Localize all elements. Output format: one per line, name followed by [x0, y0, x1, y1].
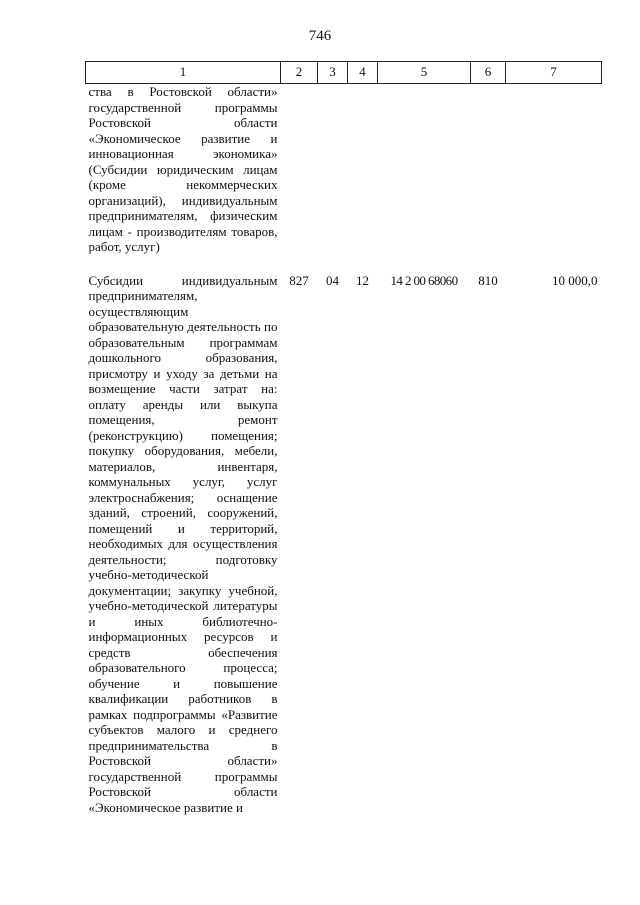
header-col-3: 3 [318, 62, 348, 84]
row-ministry-code [281, 84, 318, 273]
header-col-2: 2 [281, 62, 318, 84]
row-subsection: 12 [356, 272, 369, 288]
row-description: ства в Ростовской области» государственной программы Ростовской области «Экономическое развитие и инновационная экономика» (Субсидии юридическим лицам (кроме некоммерческих организаций), индивидуальным предпринимателям, физическим лицам - производителям товаров, работ, услуг) [88, 84, 278, 254]
row-section [318, 84, 348, 273]
page-number: 746 [308, 28, 332, 44]
row-target-article: 14 2 00 68060 [390, 272, 458, 288]
header-col-1: 1 [86, 62, 281, 84]
row-target-article [378, 84, 471, 273]
row-ministry-code: 827 [289, 272, 309, 288]
row-subsection [348, 84, 378, 273]
row-amount [506, 84, 602, 273]
row-expense-type: 810 [478, 272, 498, 288]
table-row [86, 273, 602, 816]
row-section: 04 [326, 272, 339, 288]
budget-table [85, 61, 602, 815]
row-description: Субсидии индивидуальным предпринимателям, осуществляющим образовательную деятельность по образовательным программам дошкольного образования, присмотру и уходу за детьми на возмещение части затрат на: оплату аренды или выкупа помещения, ремонт (реконструкцию) помещения; покупку оборудования, мебели, материалов, инвентаря, коммунальных услуг, услуг электроснабжения; оснащение зданий, строений, сооружений, помещений и территорий, необходимых для осуществления деятельности; подготовку учебно-методической документации; закупку учебной, учебно-методической литературы и иных библиотечно-информационных ресурсов и средств обеспечения образовательного процесса; обучение и повышение квалификации работников в рамках подпрограммы «Развитие субъектов малого и среднего предпринимательства в Ростовской области» государственной программы Ростовской области «Экономическое развитие и [88, 272, 278, 815]
row-amount: 10 000,0 [552, 272, 598, 288]
row-expense-type [471, 84, 506, 273]
table-row [86, 84, 602, 273]
header-col-6: 6 [471, 62, 506, 84]
header-row [86, 62, 602, 84]
header-col-7: 7 [506, 62, 602, 84]
header-col-4: 4 [348, 62, 378, 84]
header-col-5: 5 [378, 62, 471, 84]
